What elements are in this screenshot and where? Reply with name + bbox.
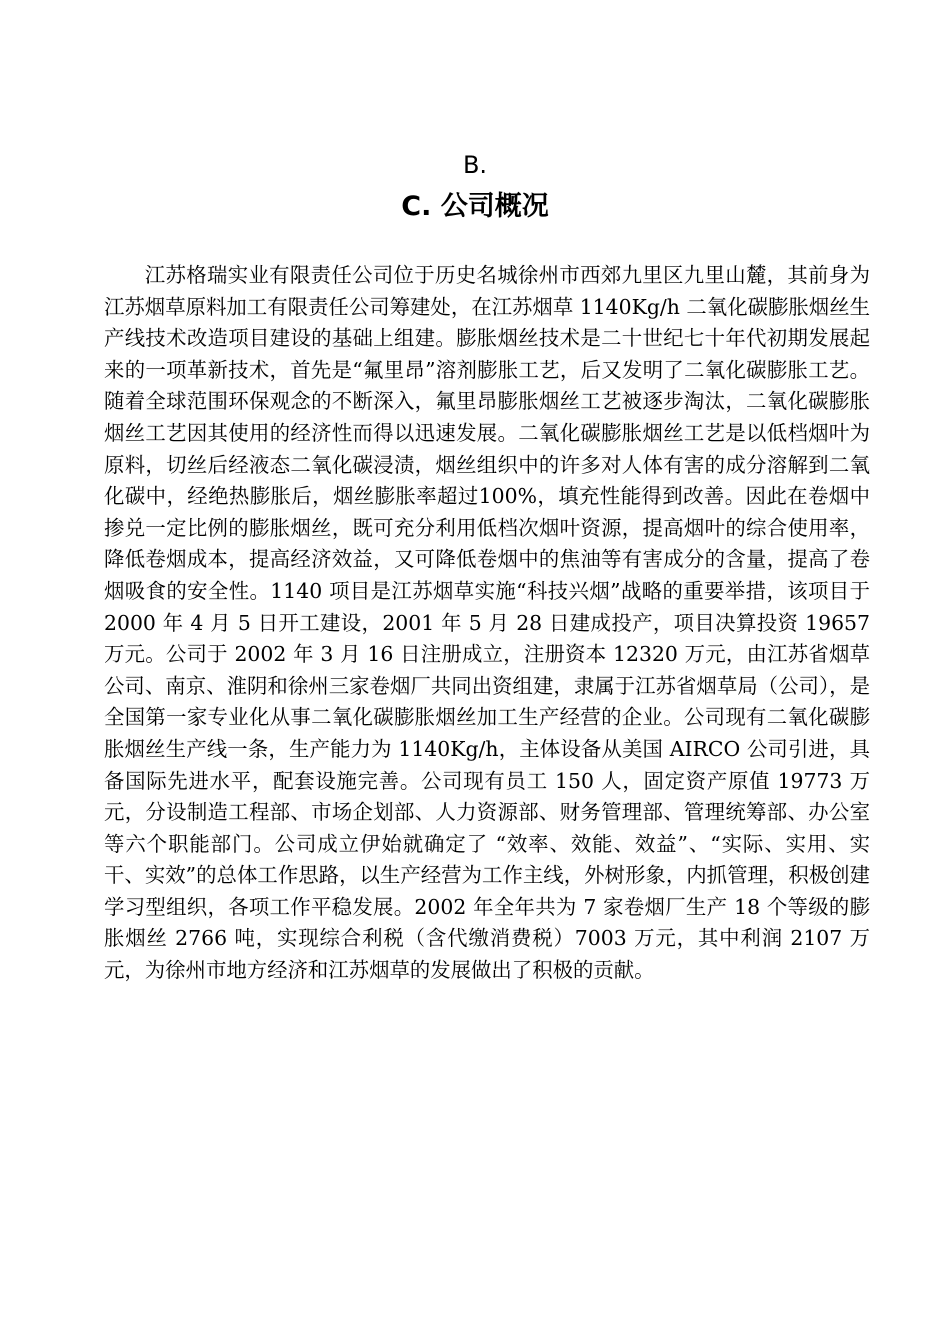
- company-overview-paragraph: 江苏格瑞实业有限责任公司位于历史名城徐州市西郊九里区九里山麓，其前身为江苏烟草原料加工有限责任公司筹建处，在江苏烟草 1140Kg/h 二氧化碳膨胀烟丝生产线技术改造项目建设的基础上组建。膨胀烟丝技术是二十世纪七十年代初期发展起来的一项革新技术，首先是“氟里昂”溶剂膨胀工艺，后又发明了二氧化碳膨胀工艺。随着全球范围环保观念的不断深入，氟里昂膨胀烟丝工艺被逐步淘汰，二氧化碳膨胀烟丝工艺因其使用的经济性而得以迅速发展。二氧化碳膨胀烟丝工艺是以低档烟叶为原料，切丝后经液态二氧化碳浸渍，烟丝组织中的许多对人体有害的成分溶解到二氧化碳中，经绝热膨胀后，烟丝膨胀率超过100%，填充性能得到改善。因此在卷烟中掺兑一定比例的膨胀烟丝，既可充分利用低档次烟叶资源，提高烟叶的综合使用率，降低卷烟成本，提高经济效益，又可降低卷烟中的焦油等有害成分的含量，提高了卷烟吸食的安全性。1140 项目是江苏烟草实施“科技兴烟”战略的重要举措，该项目于 2000 年 4 月 5 日开工建设，2001 年 5 月 28 日建成投产，项目决算投资 19657 万元。公司于 2002 年 3 月 16 日注册成立，注册资本 12320 万元，由江苏省烟草公司、南京、淮阴和徐州三家卷烟厂共同出资组建，隶属于江苏省烟草局（公司），是全国第一家专业化从事二氧化碳膨胀烟丝加工生产经营的企业。公司现有二氧化碳膨胀烟丝生产线一条，生产能力为 1140Kg/h，主体设备从美国 AIRCO 公司引进，具备国际先进水平，配套设施完善。公司现有员工 150 人，固定资产原值 19773 万元，分设制造工程部、市场企划部、人力资源部、财务管理部、管理统筹部、办公室等六个职能部门。公司成立伊始就确定了 “效率、效能、效益”、“实际、实用、实干、实效”的总体工作思路，以生产经营为工作主线，外树形象，内抓管理，积极创建学习型组织，各项工作平稳发展。2002 年全年共为 7 家卷烟厂生产 18 个等级的膨胀烟丝 2766 吨，实现综合利税（含代缴消费税）7003 万元，其中利润 2107 万元，为徐州市地方经济和江苏烟草的发展做出了积极的贡献。: [104, 263, 870, 983]
- section-label-b: B.: [462, 151, 488, 179]
- section-title: C. 公司概况: [401, 191, 549, 222]
